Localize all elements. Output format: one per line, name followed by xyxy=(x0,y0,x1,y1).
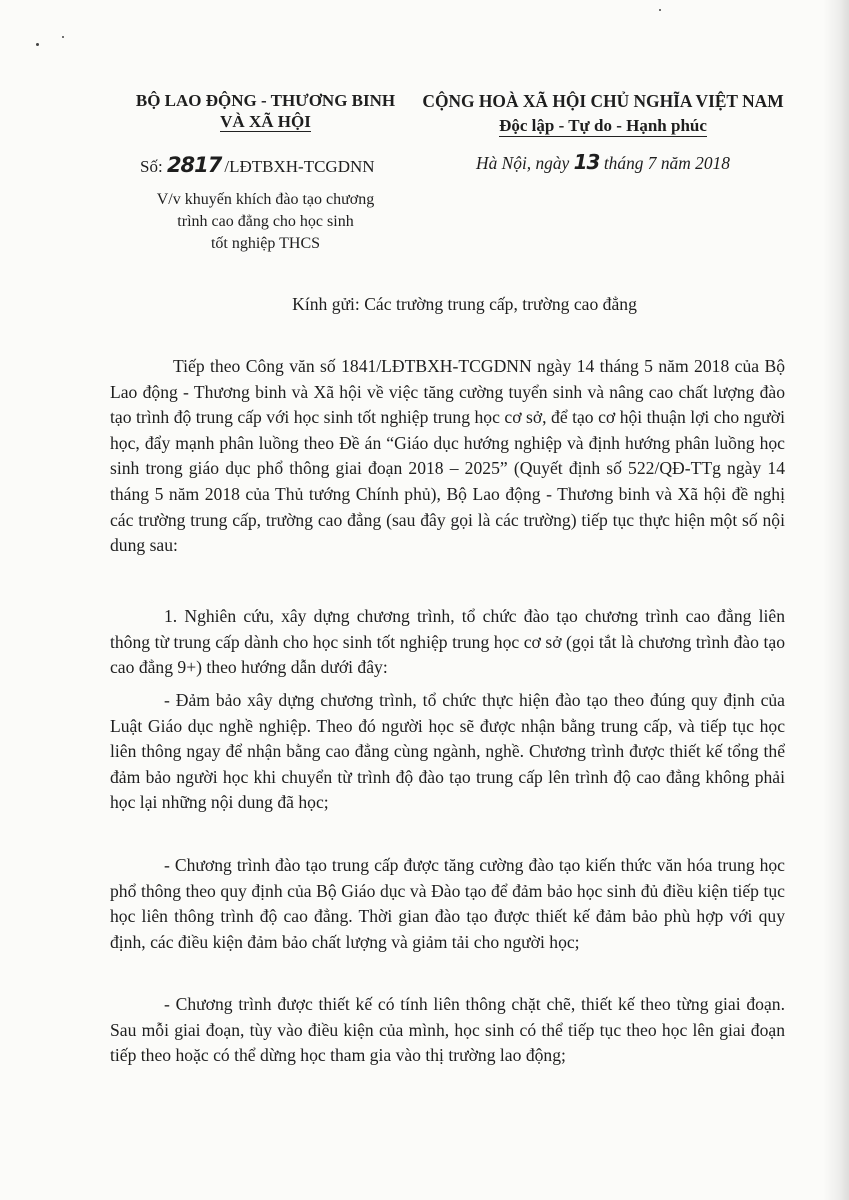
handwritten-day: 13 xyxy=(573,150,600,174)
ministry-line-1: BỘ LAO ĐỘNG - THƯƠNG BINH xyxy=(135,91,396,110)
subject-block xyxy=(118,189,413,255)
number-prefix: Số: xyxy=(140,157,163,176)
scan-edge-shadow xyxy=(823,0,849,1200)
subject-line: trình cao đẳng cho học sinh xyxy=(177,213,354,230)
scan-speck xyxy=(62,36,64,38)
subject-line: tốt nghiệp THCS xyxy=(210,235,321,252)
date-line xyxy=(412,150,794,174)
date-suffix: tháng 7 năm 2018 xyxy=(603,153,730,173)
recipient-line: Kính gửi: Các trường trung cấp, trường cao đẳng xyxy=(292,294,637,314)
item-1-paragraph: 1. Nghiên cứu, xây dựng chương trình, tổ chức đào tạo chương trình cao đẳng liên thông từ trung cấp dành cho học sinh tốt nghiệp trung học cơ sở (gọi tắt là chương trình đào tạo cao đẳng 9+) theo hướng dẫn dưới đây: xyxy=(110,606,785,678)
motto-text: Độc lập - Tự do - Hạnh phúc xyxy=(499,116,707,135)
subject-line: V/v khuyến khích đào tạo chương xyxy=(156,191,375,208)
bullet-paragraph-1: - Đảm bảo xây dựng chương trình, tổ chức thực hiện đào tạo theo đúng quy định của Luật Giáo dục nghề nghiệp. Theo đó người học sẽ được nhận bằng trung cấp, và tiếp tục học liên thông ngay để nhận bằng cao đẳng cùng ngành, nghề. Chương trình được thiết kế tổng thể đảm bảo người học khi chuyển từ trình độ đào tạo trung cấp lên trình độ cao đẳng không phải học lại những nội dung đã học; xyxy=(110,690,785,813)
date-prefix: Hà Nội, ngày xyxy=(476,153,570,173)
number-suffix: /LĐTBXH-TCGDNN xyxy=(224,157,375,176)
scan-speck xyxy=(659,9,661,11)
document-number xyxy=(140,153,410,177)
handwritten-number: 2817 xyxy=(166,153,222,177)
ministry-line-2 xyxy=(118,111,413,133)
bullet-paragraph-2: - Chương trình đào tạo trung cấp được tăng cường đào tạo kiến thức văn hóa trung học phổ thông theo quy định của Bộ Giáo dục và Đào tạo để đảm bảo học sinh đủ điều kiện tiếp tục học liên thông trình độ cao đẳng. Thời gian đào tạo được thiết kế đảm bảo phù hợp với quy định, các điều kiện đảm bảo chất lượng và giảm tải cho người học; xyxy=(110,855,785,952)
national-header xyxy=(412,90,794,137)
national-title: CỘNG HOÀ XÃ HỘI CHỦ NGHĨA VIỆT NAM xyxy=(422,91,784,111)
motto xyxy=(412,115,794,137)
ministry-line-2-text: VÀ XÃ HỘI xyxy=(220,112,311,131)
bullet-paragraph-3: - Chương trình được thiết kế có tính liên thông chặt chẽ, thiết kế theo từng giai đoạn. Sau mỗi giai đoạn, tùy vào điều kiện của mình, học sinh có thể tiếp tục theo học lên giai đoạn tiếp theo hoặc có thể dừng học tham gia vào thị trường lao động; xyxy=(110,994,785,1066)
scan-speck xyxy=(36,43,39,46)
intro-paragraph: Tiếp theo Công văn số 1841/LĐTBXH-TCGDNN ngày 14 tháng 5 năm 2018 của Bộ Lao động - Thương binh và Xã hội về việc tăng cường tuyển sinh và nâng cao chất lượng đào tạo trình độ trung cấp với học sinh tốt nghiệp trung học cơ sở, để tạo cơ hội thuận lợi cho người học, đẩy mạnh phân luồng theo Đề án “Giáo dục hướng nghiệp và định hướng phân luồng học sinh trong giáo dục phổ thông giai đoạn 2018 – 2025” (Quyết định số 522/QĐ-TTg ngày 14 tháng 5 năm 2018 của Thủ tướng Chính phủ), Bộ Lao động - Thương binh và Xã hội đề nghị các trường trung cấp, trường cao đẳng (sau đây gọi là các trường) tiếp tục thực hiện một số nội dung sau: xyxy=(110,356,785,556)
issuing-agency xyxy=(118,90,413,133)
